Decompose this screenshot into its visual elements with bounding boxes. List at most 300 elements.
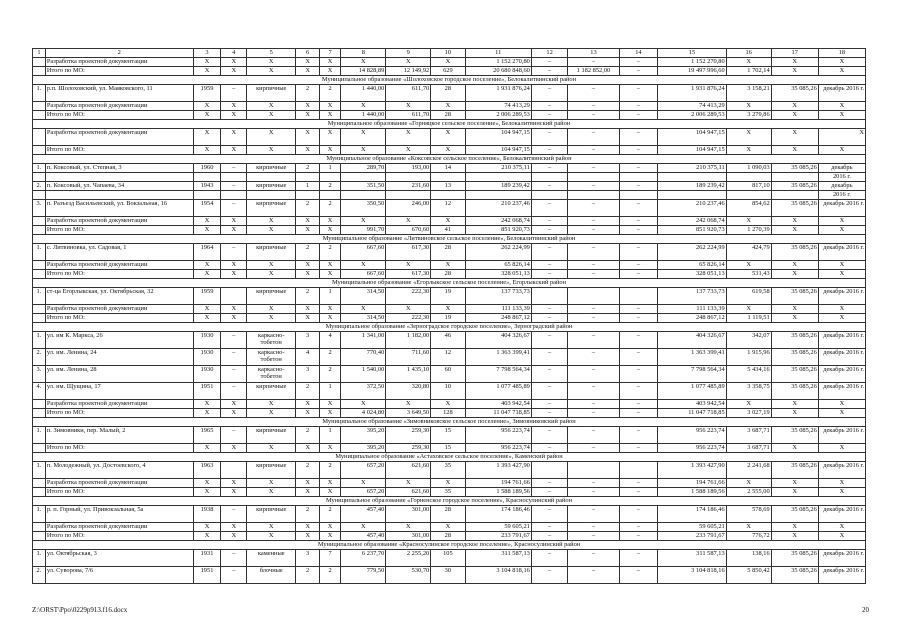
table-cell: 1959 [193, 85, 221, 102]
table-cell [386, 191, 431, 200]
table-cell: 311 587,13 [658, 550, 727, 567]
table-cell [296, 173, 320, 182]
table-cell: X [818, 146, 865, 155]
table-cell: 246,00 [386, 200, 431, 217]
table-cell: – [568, 200, 619, 217]
table-cell: – [531, 270, 567, 279]
table-row [33, 488, 866, 497]
table-cell: X [193, 479, 221, 488]
table-cell: 1 [319, 427, 340, 444]
table-cell: – [619, 400, 658, 409]
table-row [33, 111, 866, 120]
table-cell: X [296, 444, 320, 453]
table-cell: X [771, 58, 818, 67]
table-cell: 65 826,14 [465, 261, 531, 270]
table-cell: X [193, 102, 221, 111]
table-cell: X [221, 409, 247, 418]
table-cell: 41 [431, 226, 465, 235]
table-cell: 301,00 [386, 506, 431, 523]
header-cell: 2 [45, 49, 193, 58]
table-cell: X [386, 261, 431, 270]
table-cell: 2 [296, 462, 320, 479]
table-cell: X [319, 58, 340, 67]
table-cell: X [221, 305, 247, 314]
table-cell: Итого по МО: [45, 314, 193, 323]
table-cell [568, 191, 619, 200]
table-cell: 4 [296, 349, 320, 366]
table-cell: X [771, 217, 818, 226]
table-cell: X [319, 488, 340, 497]
table-cell: X [247, 146, 296, 155]
table-cell: 1 931 876,24 [465, 85, 531, 102]
header-cell: 6 [296, 49, 320, 58]
table-cell: – [619, 217, 658, 226]
table-cell: – [221, 550, 247, 567]
table-cell: 1 152 270,80 [465, 58, 531, 67]
table-cell: 210 375,11 [465, 164, 531, 173]
table-cell [221, 288, 247, 305]
table-cell [619, 288, 658, 305]
table-cell: X [296, 479, 320, 488]
table-cell: декабрь 2016 г. [818, 200, 865, 217]
table-cell: X [247, 67, 296, 76]
table-row [33, 182, 866, 191]
table-cell: X [247, 58, 296, 67]
table-cell: X [296, 226, 320, 235]
table-row [33, 200, 866, 217]
table-cell: – [531, 567, 567, 584]
table-cell: 189 239,42 [658, 182, 727, 191]
table-cell: – [531, 523, 567, 532]
table-cell [431, 173, 465, 182]
header-cell: 11 [465, 49, 531, 58]
table-cell: 14 828,89 [341, 67, 386, 76]
table-cell: 35 085,26 [771, 427, 818, 444]
table-cell: – [619, 261, 658, 270]
table-cell: 2 [319, 244, 340, 261]
table-cell: X [341, 217, 386, 226]
table-cell: – [619, 129, 658, 146]
table-cell: 28 [431, 244, 465, 261]
table-cell [619, 462, 658, 479]
table-cell: – [531, 244, 567, 261]
table-cell: X [247, 444, 296, 453]
table-cell: X [247, 226, 296, 235]
table-row [33, 129, 866, 146]
table-cell: X [726, 146, 771, 155]
table-cell: 350,50 [341, 200, 386, 217]
table-cell: – [619, 314, 658, 323]
table-cell: X [247, 129, 296, 146]
table-cell: X [818, 479, 865, 488]
table-cell: X [296, 102, 320, 111]
table-cell: 776,72 [726, 532, 771, 541]
table-cell: 2 [296, 200, 320, 217]
table-cell: 991,70 [341, 226, 386, 235]
table-row [33, 400, 866, 409]
table-cell [33, 305, 46, 314]
table-cell: X [431, 102, 465, 111]
table-row [33, 191, 866, 200]
table-cell: – [568, 532, 619, 541]
table-cell: 2 [319, 366, 340, 383]
table-cell: – [531, 164, 567, 173]
table-cell: 11 047 718,85 [465, 409, 531, 418]
table-cell: 30 [431, 567, 465, 584]
table-cell [45, 191, 193, 200]
table-cell: 104 947,15 [465, 146, 531, 155]
table-cell: X [818, 270, 865, 279]
table-cell: X [818, 67, 865, 76]
table-cell: 194 761,66 [658, 479, 727, 488]
table-cell: X [247, 400, 296, 409]
table-cell: X [386, 129, 431, 146]
table-cell: 578,69 [726, 506, 771, 523]
table-cell: 403 942,54 [465, 400, 531, 409]
table-cell: 111 133,39 [658, 305, 727, 314]
table-cell: 2 [296, 85, 320, 102]
table-cell: декабрь 2016 г. [818, 462, 865, 479]
table-cell: Разработка проектной документации [45, 523, 193, 532]
header-cell: 5 [247, 49, 296, 58]
table-cell: X [771, 444, 818, 453]
table-cell: X [771, 261, 818, 270]
table-cell: 1 182 852,00 [568, 67, 619, 76]
table-cell: 2 [319, 349, 340, 366]
table-cell: X [193, 305, 221, 314]
table-cell [33, 400, 46, 409]
table-cell: – [619, 444, 658, 453]
table-cell: X [221, 146, 247, 155]
table-row [33, 523, 866, 532]
table-cell: 779,50 [341, 567, 386, 584]
table-cell: X [726, 400, 771, 409]
table-row [33, 173, 866, 182]
table-cell: 248 867,12 [658, 314, 727, 323]
table-cell: – [531, 349, 567, 366]
table-cell: X [341, 58, 386, 67]
table-cell: X [771, 67, 818, 76]
table-cell: блочные [247, 567, 296, 584]
table-cell: 2 [319, 506, 340, 523]
table-cell: 1938 [193, 506, 221, 523]
table-cell: кирпичные [247, 427, 296, 444]
table-cell: 530,70 [386, 567, 431, 584]
table-cell: 19 [431, 288, 465, 305]
table-cell [33, 488, 46, 497]
table-cell [465, 191, 531, 200]
table-cell: кирпичные [247, 164, 296, 173]
table-cell: 3 649,50 [386, 409, 431, 418]
table-cell: 770,40 [341, 349, 386, 366]
table-cell: X [386, 58, 431, 67]
header-cell: 16 [726, 49, 771, 58]
table-cell: X [221, 488, 247, 497]
table-cell: 3. [33, 366, 46, 383]
table-cell: 2 [319, 462, 340, 479]
table-cell: X [386, 479, 431, 488]
table-cell: 104 947,15 [465, 129, 531, 146]
table-cell: 404 326,67 [465, 332, 531, 349]
table-cell: 851 920,73 [658, 226, 727, 235]
table-cell: каменные [247, 550, 296, 567]
table-cell: – [531, 182, 567, 191]
table-cell: X [319, 479, 340, 488]
table-header-row [33, 49, 866, 58]
section-heading-row [33, 76, 866, 85]
table-cell: X [221, 58, 247, 67]
table-cell: 1 363 399,41 [658, 349, 727, 366]
table-cell: 3 [296, 550, 320, 567]
table-cell: X [247, 217, 296, 226]
table-cell: 531,43 [726, 270, 771, 279]
table-cell: 174 186,46 [658, 506, 727, 523]
table-cell: X [296, 305, 320, 314]
table-cell: Итого по МО: [45, 146, 193, 155]
section-heading-row [33, 323, 866, 332]
table-cell: 259,30 [386, 427, 431, 444]
table-cell: X [296, 409, 320, 418]
table-cell: 1 440,00 [341, 111, 386, 120]
table-cell: – [619, 409, 658, 418]
table-cell [45, 173, 193, 182]
table-cell: декабрь 2016 г. [818, 349, 865, 366]
table-cell: 2 [296, 427, 320, 444]
table-cell: 28 [431, 270, 465, 279]
table-cell: – [619, 58, 658, 67]
table-cell: 35 085,26 [771, 182, 818, 191]
table-cell: 15 [431, 444, 465, 453]
table-cell [319, 191, 340, 200]
table-cell: X [386, 305, 431, 314]
table-cell: 59 605,21 [465, 523, 531, 532]
table-cell: 2016 г. [818, 191, 865, 200]
section-heading-row [33, 541, 866, 550]
table-cell: X [818, 400, 865, 409]
table-cell: 19 [431, 314, 465, 323]
table-cell: – [221, 506, 247, 523]
table-cell: – [531, 111, 567, 120]
table-cell [465, 173, 531, 182]
table-cell: 320,80 [386, 383, 431, 400]
table-cell: – [221, 164, 247, 173]
table-cell: X [193, 409, 221, 418]
table-cell: – [221, 349, 247, 366]
table-cell [33, 191, 46, 200]
table-cell: X [319, 409, 340, 418]
table-cell: Итого по МО: [45, 444, 193, 453]
table-cell: 1. [33, 550, 46, 567]
table-cell: 619,58 [726, 288, 771, 305]
table-cell: – [531, 146, 567, 155]
table-cell: 233 791,67 [465, 532, 531, 541]
table-cell: 35 [431, 462, 465, 479]
table-cell: X [818, 314, 865, 323]
table-cell: декабрь 2016 г. [818, 85, 865, 102]
section-title: Муниципальное образование «Красносулинское городское поселение», Красносулинский район [33, 541, 866, 550]
table-cell: 2 [296, 244, 320, 261]
table-cell [341, 191, 386, 200]
table-cell: X [818, 111, 865, 120]
header-cell: 12 [531, 49, 567, 58]
table-cell [726, 191, 771, 200]
table-cell: X [771, 305, 818, 314]
table-row [33, 349, 866, 366]
table-cell: X [341, 305, 386, 314]
table-cell: каркасно-тобетон [247, 366, 296, 383]
table-cell: – [568, 244, 619, 261]
table-cell: – [221, 383, 247, 400]
table-cell: – [568, 400, 619, 409]
table-cell: 457,40 [341, 532, 386, 541]
table-cell: – [568, 226, 619, 235]
table-cell: 7 [319, 550, 340, 567]
table-cell: X [818, 217, 865, 226]
table-cell: X [247, 532, 296, 541]
table-cell: 851 920,73 [465, 226, 531, 235]
table-cell: 65 826,14 [658, 261, 727, 270]
table-cell [247, 191, 296, 200]
table-cell: 1963 [193, 462, 221, 479]
table-cell: – [221, 182, 247, 191]
table-row [33, 146, 866, 155]
table-cell: X [431, 305, 465, 314]
table-cell: X [221, 111, 247, 120]
table-cell: кирпичные [247, 383, 296, 400]
table-cell: – [531, 366, 567, 383]
table-cell: Разработка проектной документации [45, 129, 193, 146]
table-cell: 621,60 [386, 488, 431, 497]
table-row [33, 288, 866, 305]
table-cell: X [193, 400, 221, 409]
repair-program-table [32, 48, 866, 584]
table-cell: – [619, 550, 658, 567]
table-cell: 104 947,15 [658, 146, 727, 155]
table-cell: – [568, 146, 619, 155]
table-row [33, 332, 866, 349]
table-cell: 7 798 564,34 [658, 366, 727, 383]
table-cell: – [221, 567, 247, 584]
table-cell: – [531, 200, 567, 217]
table-cell: X [341, 129, 386, 146]
table-cell: – [619, 383, 658, 400]
table-cell: – [568, 488, 619, 497]
table-cell: 1. [33, 427, 46, 444]
table-cell: X [386, 217, 431, 226]
table-cell: 7 798 564,34 [465, 366, 531, 383]
table-cell: 3 [296, 332, 320, 349]
table-cell [568, 173, 619, 182]
table-cell: ул. им. Ленина, 24 [45, 349, 193, 366]
table-cell: X [771, 400, 818, 409]
table-cell: X [726, 261, 771, 270]
table-cell: – [568, 270, 619, 279]
table-cell: X [726, 479, 771, 488]
table-cell: X [818, 226, 865, 235]
table-cell: – [568, 479, 619, 488]
table-cell: Итого по МО: [45, 226, 193, 235]
table-cell: X [193, 314, 221, 323]
table-cell: 14 [431, 164, 465, 173]
table-cell: 1954 [193, 200, 221, 217]
table-cell: Итого по МО: [45, 270, 193, 279]
table-cell: X [319, 67, 340, 76]
table-cell: Итого по МО: [45, 532, 193, 541]
table-cell: X [247, 102, 296, 111]
table-cell [531, 462, 567, 479]
header-cell: 1 [33, 49, 46, 58]
table-cell: Итого по МО: [45, 111, 193, 120]
table-cell: – [531, 383, 567, 400]
section-title: Муниципальное образование «Зимовниковское сельское поселение», Зимовниковский район [33, 418, 866, 427]
table-cell: п. Молодежный, ул. Достоевского, 4 [45, 462, 193, 479]
table-cell: 28 [431, 532, 465, 541]
table-cell: X [247, 479, 296, 488]
table-cell: X [818, 444, 865, 453]
table-cell: X [319, 400, 340, 409]
table-cell: – [619, 111, 658, 120]
table-cell: ул. им К. Маркса, 26 [45, 332, 193, 349]
section-heading-row [33, 235, 866, 244]
table-cell: 1931 [193, 550, 221, 567]
table-cell: X [771, 409, 818, 418]
table-cell: – [568, 409, 619, 418]
table-cell: X [771, 314, 818, 323]
table-cell: 1 540,00 [341, 366, 386, 383]
table-cell: – [531, 488, 567, 497]
table-cell: X [296, 129, 320, 146]
table-cell: 2 241,68 [726, 462, 771, 479]
table-cell: 621,60 [386, 462, 431, 479]
table-cell: 667,60 [341, 270, 386, 279]
table-cell: 2 255,20 [386, 550, 431, 567]
header-cell: 18 [818, 49, 865, 58]
table-cell: Разработка проектной документации [45, 479, 193, 488]
table-cell: – [619, 332, 658, 349]
table-cell: 138,16 [726, 550, 771, 567]
table-cell: 210 237,46 [658, 200, 727, 217]
table-cell: – [221, 427, 247, 444]
table-row [33, 366, 866, 383]
table-row [33, 314, 866, 323]
table-cell: 457,40 [341, 506, 386, 523]
table-cell: 3 358,75 [726, 383, 771, 400]
table-cell [531, 173, 567, 182]
table-cell: 667,60 [341, 244, 386, 261]
table-cell: 1. [33, 164, 46, 173]
table-cell: 1951 [193, 567, 221, 584]
table-cell: 59 605,21 [658, 523, 727, 532]
table-cell: 60 [431, 366, 465, 383]
table-cell: – [619, 67, 658, 76]
table-cell: – [568, 366, 619, 383]
table-cell [33, 146, 46, 155]
table-cell: п. Разъезд Васильевский, ул. Вокзальная, 16 [45, 200, 193, 217]
table-cell: – [619, 244, 658, 261]
table-cell [771, 191, 818, 200]
table-cell: 242 068,74 [465, 217, 531, 226]
table-cell: 3 687,71 [726, 444, 771, 453]
table-cell [33, 261, 46, 270]
table-cell: X [771, 479, 818, 488]
table-cell: – [531, 58, 567, 67]
table-cell: п. Коксовый, ул. Степная, 3 [45, 164, 193, 173]
table-cell: X [431, 479, 465, 488]
table-cell: X [193, 58, 221, 67]
table-cell: X [341, 261, 386, 270]
table-cell: декабрь 2016 г. [818, 383, 865, 400]
table-cell: X [771, 270, 818, 279]
